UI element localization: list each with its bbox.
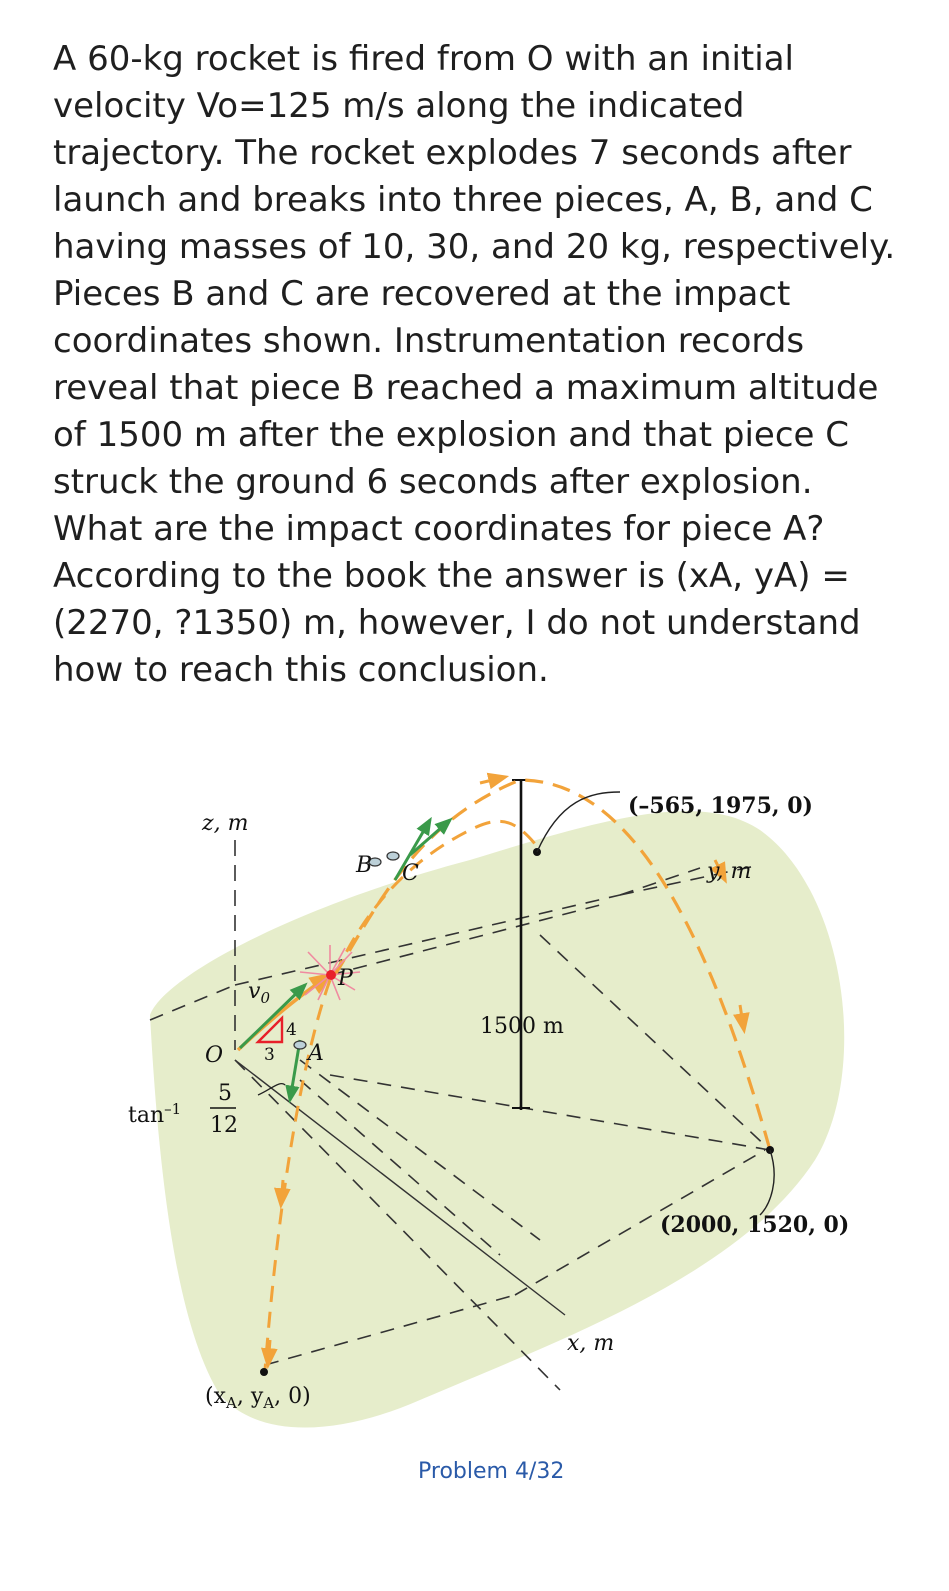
x-axis-label: x, m xyxy=(567,1331,615,1356)
question-line: struck the ground 6 seconds after explosion. xyxy=(53,462,813,502)
question-line: A 60-kg rocket is fired from O with an initial xyxy=(53,39,794,79)
z-axis-label: z, m xyxy=(202,811,249,836)
tan-sup: –1 xyxy=(164,1100,182,1118)
question-line: Pieces B and C are recovered at the impact xyxy=(53,274,791,314)
c-velocity-arrow xyxy=(410,820,450,855)
question-line: velocity Vo=125 m/s along the indicated xyxy=(53,86,745,126)
coord-c-label: (–565, 1975, 0) xyxy=(628,793,813,819)
piece-a-label: A xyxy=(308,1041,324,1066)
question-line: trajectory. The rocket explodes 7 seconds after xyxy=(53,133,852,173)
v0-label-sub: 0 xyxy=(260,989,270,1007)
altitude-label: 1500 m xyxy=(480,1014,564,1039)
ground-region xyxy=(150,811,844,1427)
fragment-a-icon xyxy=(294,1041,306,1049)
arrow-marker xyxy=(281,1180,283,1205)
coord-a-mid: , y xyxy=(236,1384,264,1409)
question-line: According to the book the answer is (xA, yA) = xyxy=(53,556,850,596)
piece-b-label: B xyxy=(356,853,373,878)
v0-label-main: v xyxy=(248,979,261,1004)
coord-a-open: (x xyxy=(205,1384,226,1409)
slope-3-label: 3 xyxy=(264,1045,275,1065)
slope-4-label: 4 xyxy=(286,1020,297,1040)
question-line: of 1500 m after the explosion and that piece C xyxy=(53,415,850,455)
coord-a-label xyxy=(205,1384,311,1412)
coord-a-sub2: A xyxy=(263,1394,275,1412)
y-axis-label: y, m xyxy=(707,859,752,884)
coord-a-sub1: A xyxy=(226,1394,237,1412)
origin-label: O xyxy=(205,1043,224,1068)
coord-a-end: , 0) xyxy=(274,1384,311,1409)
piece-c-label: C xyxy=(402,861,419,886)
arrow-marker xyxy=(480,777,505,783)
problem-caption: Problem 4/32 xyxy=(418,1459,565,1484)
question-line: having masses of 10, 30, and 20 kg, respectively. xyxy=(53,227,896,267)
fraction-numerator: 5 xyxy=(218,1081,232,1106)
explosion-point-P xyxy=(326,970,336,980)
arrow-marker xyxy=(268,1340,270,1365)
fraction-denominator: 12 xyxy=(210,1113,238,1138)
question-line: (2270, ?1350) m, however, I do not understand xyxy=(53,603,861,643)
question-line: What are the impact coordinates for piece A? xyxy=(53,509,825,549)
question-line: coordinates shown. Instrumentation records xyxy=(53,321,805,361)
question-line: launch and breaks into three pieces, A, B, and C xyxy=(53,180,873,220)
tan-main: tan xyxy=(128,1103,165,1128)
question-line: reveal that piece B reached a maximum altitude xyxy=(53,368,879,408)
question-line: how to reach this conclusion. xyxy=(53,650,549,690)
point-p-label: P xyxy=(338,966,353,991)
fragment-c-icon xyxy=(387,852,399,860)
impact-point-a xyxy=(260,1368,268,1376)
coord-b-label: (2000, 1520, 0) xyxy=(660,1212,850,1238)
